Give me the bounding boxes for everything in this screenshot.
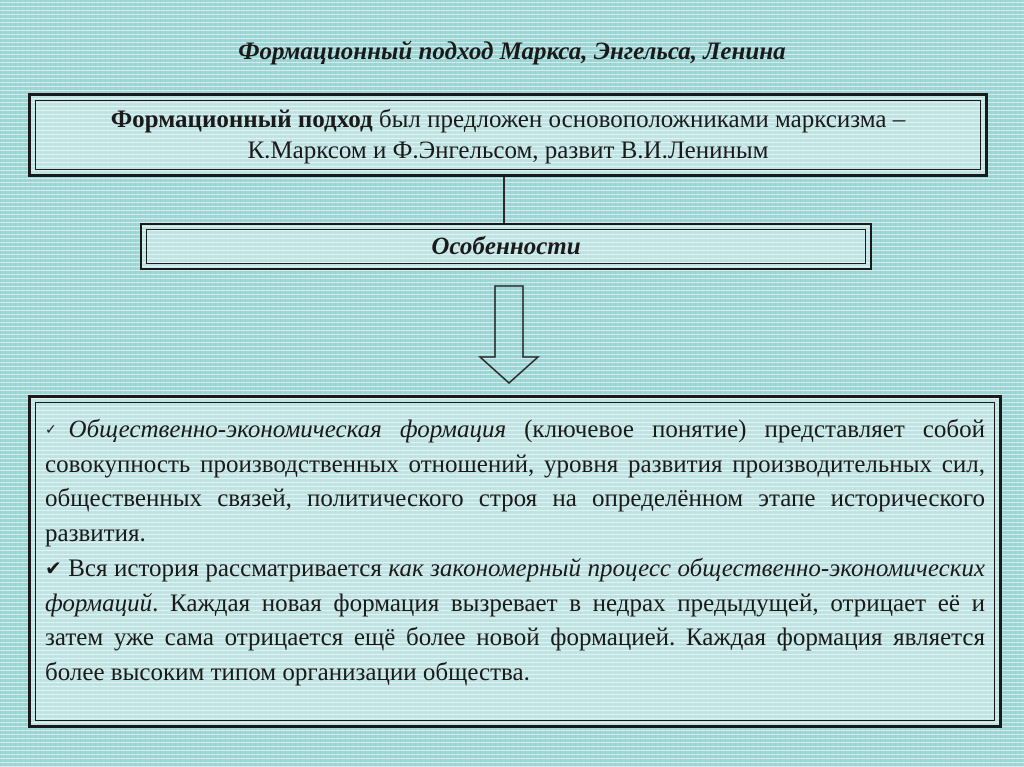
point-2-term: как закономерный процесс общественно-экономических формаций <box>45 555 985 617</box>
point-1-term: Общественно-экономическая формация <box>68 416 507 443</box>
slide-title: Формационный подход Маркса, Энгельса, Ленина <box>238 38 786 65</box>
checkmark-icon: ✔ <box>45 556 62 580</box>
point-1 <box>45 413 985 551</box>
connector-line <box>503 177 505 223</box>
features-details-box <box>28 395 1002 728</box>
point-2-lead: Вся история рассматривается <box>61 555 389 582</box>
features-label: Особенности <box>146 229 866 264</box>
definition-term: Формационный подход <box>110 105 373 133</box>
definition-text <box>111 104 906 167</box>
definition-rest-line1: был предложен основоположниками марксизма – <box>372 105 906 133</box>
definition-box-inner <box>35 100 981 170</box>
point-1-text: (ключевое понятие) представляет собой совокупность производственных отношений, уровня развития производительных сил, общественных связей, политического строя на определённом этапе исторического развития. <box>45 416 986 547</box>
point-2-text: . Каждая новая формация вызревает в недрах предыдущей, отрицает её и затем уже сама отрицается ещё более новой формацией. Каждая формация является более высоким типом организации общества. <box>45 589 985 686</box>
definition-line2: К.Марксом и Ф.Энгельсом, развит В.И.Лениным <box>247 137 769 164</box>
definition-box <box>28 93 988 177</box>
down-arrow-icon <box>478 285 540 385</box>
features-details-inner <box>35 402 995 721</box>
features-box <box>140 223 872 270</box>
checkmark-icon: ✓ <box>45 422 69 438</box>
point-2 <box>45 551 985 690</box>
